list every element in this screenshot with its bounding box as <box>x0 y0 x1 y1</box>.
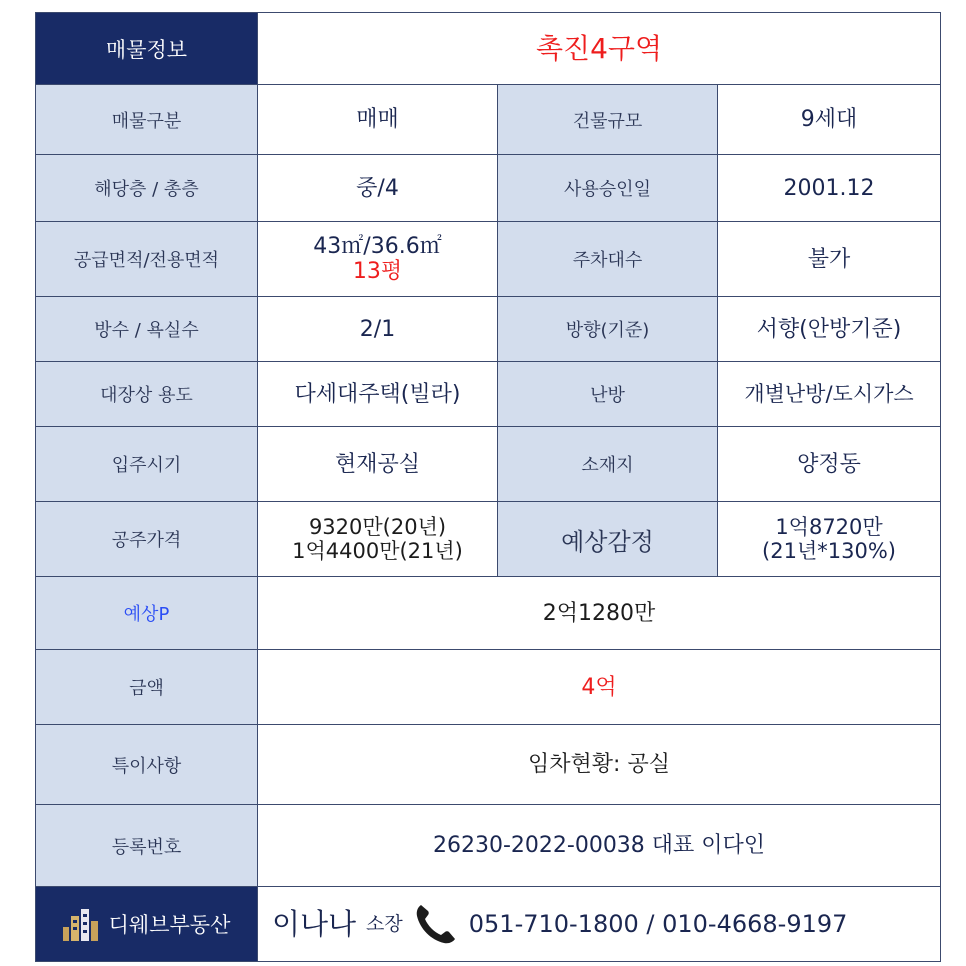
premium-value: 2억1280만 <box>258 577 941 650</box>
table-row <box>36 502 941 577</box>
type-label: 매물구분 <box>36 85 258 155</box>
table-row <box>36 362 941 427</box>
registration-value: 26230-2022-00038 대표 이다인 <box>258 805 941 887</box>
buildings-icon <box>63 907 103 941</box>
move-in-value: 현재공실 <box>258 427 498 502</box>
table-row <box>36 725 941 805</box>
brand-name: 디웨브부동산 <box>108 913 231 937</box>
parking-label: 주차대수 <box>498 222 718 297</box>
location-value: 양정동 <box>718 427 941 502</box>
premium-label: 예상P <box>36 577 258 650</box>
property-info-table <box>35 12 941 962</box>
appraisal-label: 예상감정 <box>498 502 718 577</box>
building-size-label: 건물규모 <box>498 85 718 155</box>
notes-label: 특이사항 <box>36 725 258 805</box>
move-in-label: 입주시기 <box>36 427 258 502</box>
area-value <box>258 222 498 297</box>
property-title: 촉진4구역 <box>258 13 941 85</box>
floor-label: 해당층 / 총층 <box>36 155 258 222</box>
area-sqm: 43㎡/36.6㎡ <box>313 234 442 259</box>
official-price-line1: 9320만(20년) <box>308 515 447 539</box>
table-row <box>36 577 941 650</box>
table-row <box>36 155 941 222</box>
amount-value: 4억 <box>258 650 941 725</box>
header-label: 매물정보 <box>36 13 258 85</box>
agent-title: 소장 <box>366 912 403 935</box>
official-price-line2: 1억4400만(21년) <box>292 539 463 563</box>
building-size-value: 9세대 <box>718 85 941 155</box>
usage-label: 대장상 용도 <box>36 362 258 427</box>
floor-value: 중/4 <box>258 155 498 222</box>
table-row <box>36 297 941 362</box>
appraisal-value <box>718 502 941 577</box>
rooms-value: 2/1 <box>258 297 498 362</box>
parking-value: 불가 <box>718 222 941 297</box>
contact-block <box>258 887 941 962</box>
table-row <box>36 222 941 297</box>
official-price-label: 공주가격 <box>36 502 258 577</box>
appraisal-line1: 1억8720만 <box>775 515 883 539</box>
table-row <box>36 85 941 155</box>
table-row <box>36 650 941 725</box>
location-label: 소재지 <box>498 427 718 502</box>
header-row <box>36 13 941 85</box>
phone-numbers[interactable]: 051-710-1800 / 010-4668-9197 <box>468 909 848 938</box>
listing-sheet <box>35 12 940 962</box>
registration-label: 등록번호 <box>36 805 258 887</box>
area-pyeong: 13평 <box>352 259 403 284</box>
heating-label: 난방 <box>498 362 718 427</box>
approval-date-value: 2001.12 <box>718 155 941 222</box>
appraisal-line2: (21년*130%) <box>762 539 896 563</box>
table-row <box>36 805 941 887</box>
area-label: 공급면적/전용면적 <box>36 222 258 297</box>
direction-label: 방향(기준) <box>498 297 718 362</box>
table-row <box>36 427 941 502</box>
usage-value: 다세대주택(빌라) <box>258 362 498 427</box>
brand-block <box>36 887 258 962</box>
rooms-label: 방수 / 욕실수 <box>36 297 258 362</box>
agent-name: 이나나 <box>272 906 357 941</box>
approval-date-label: 사용승인일 <box>498 155 718 222</box>
notes-value: 임차현황: 공실 <box>258 725 941 805</box>
type-value: 매매 <box>258 85 498 155</box>
direction-value: 서향(안방기준) <box>718 297 941 362</box>
footer-row <box>36 887 941 962</box>
official-price-value <box>258 502 498 577</box>
phone-icon <box>413 901 459 947</box>
amount-label: 금액 <box>36 650 258 725</box>
heating-value: 개별난방/도시가스 <box>718 362 941 427</box>
